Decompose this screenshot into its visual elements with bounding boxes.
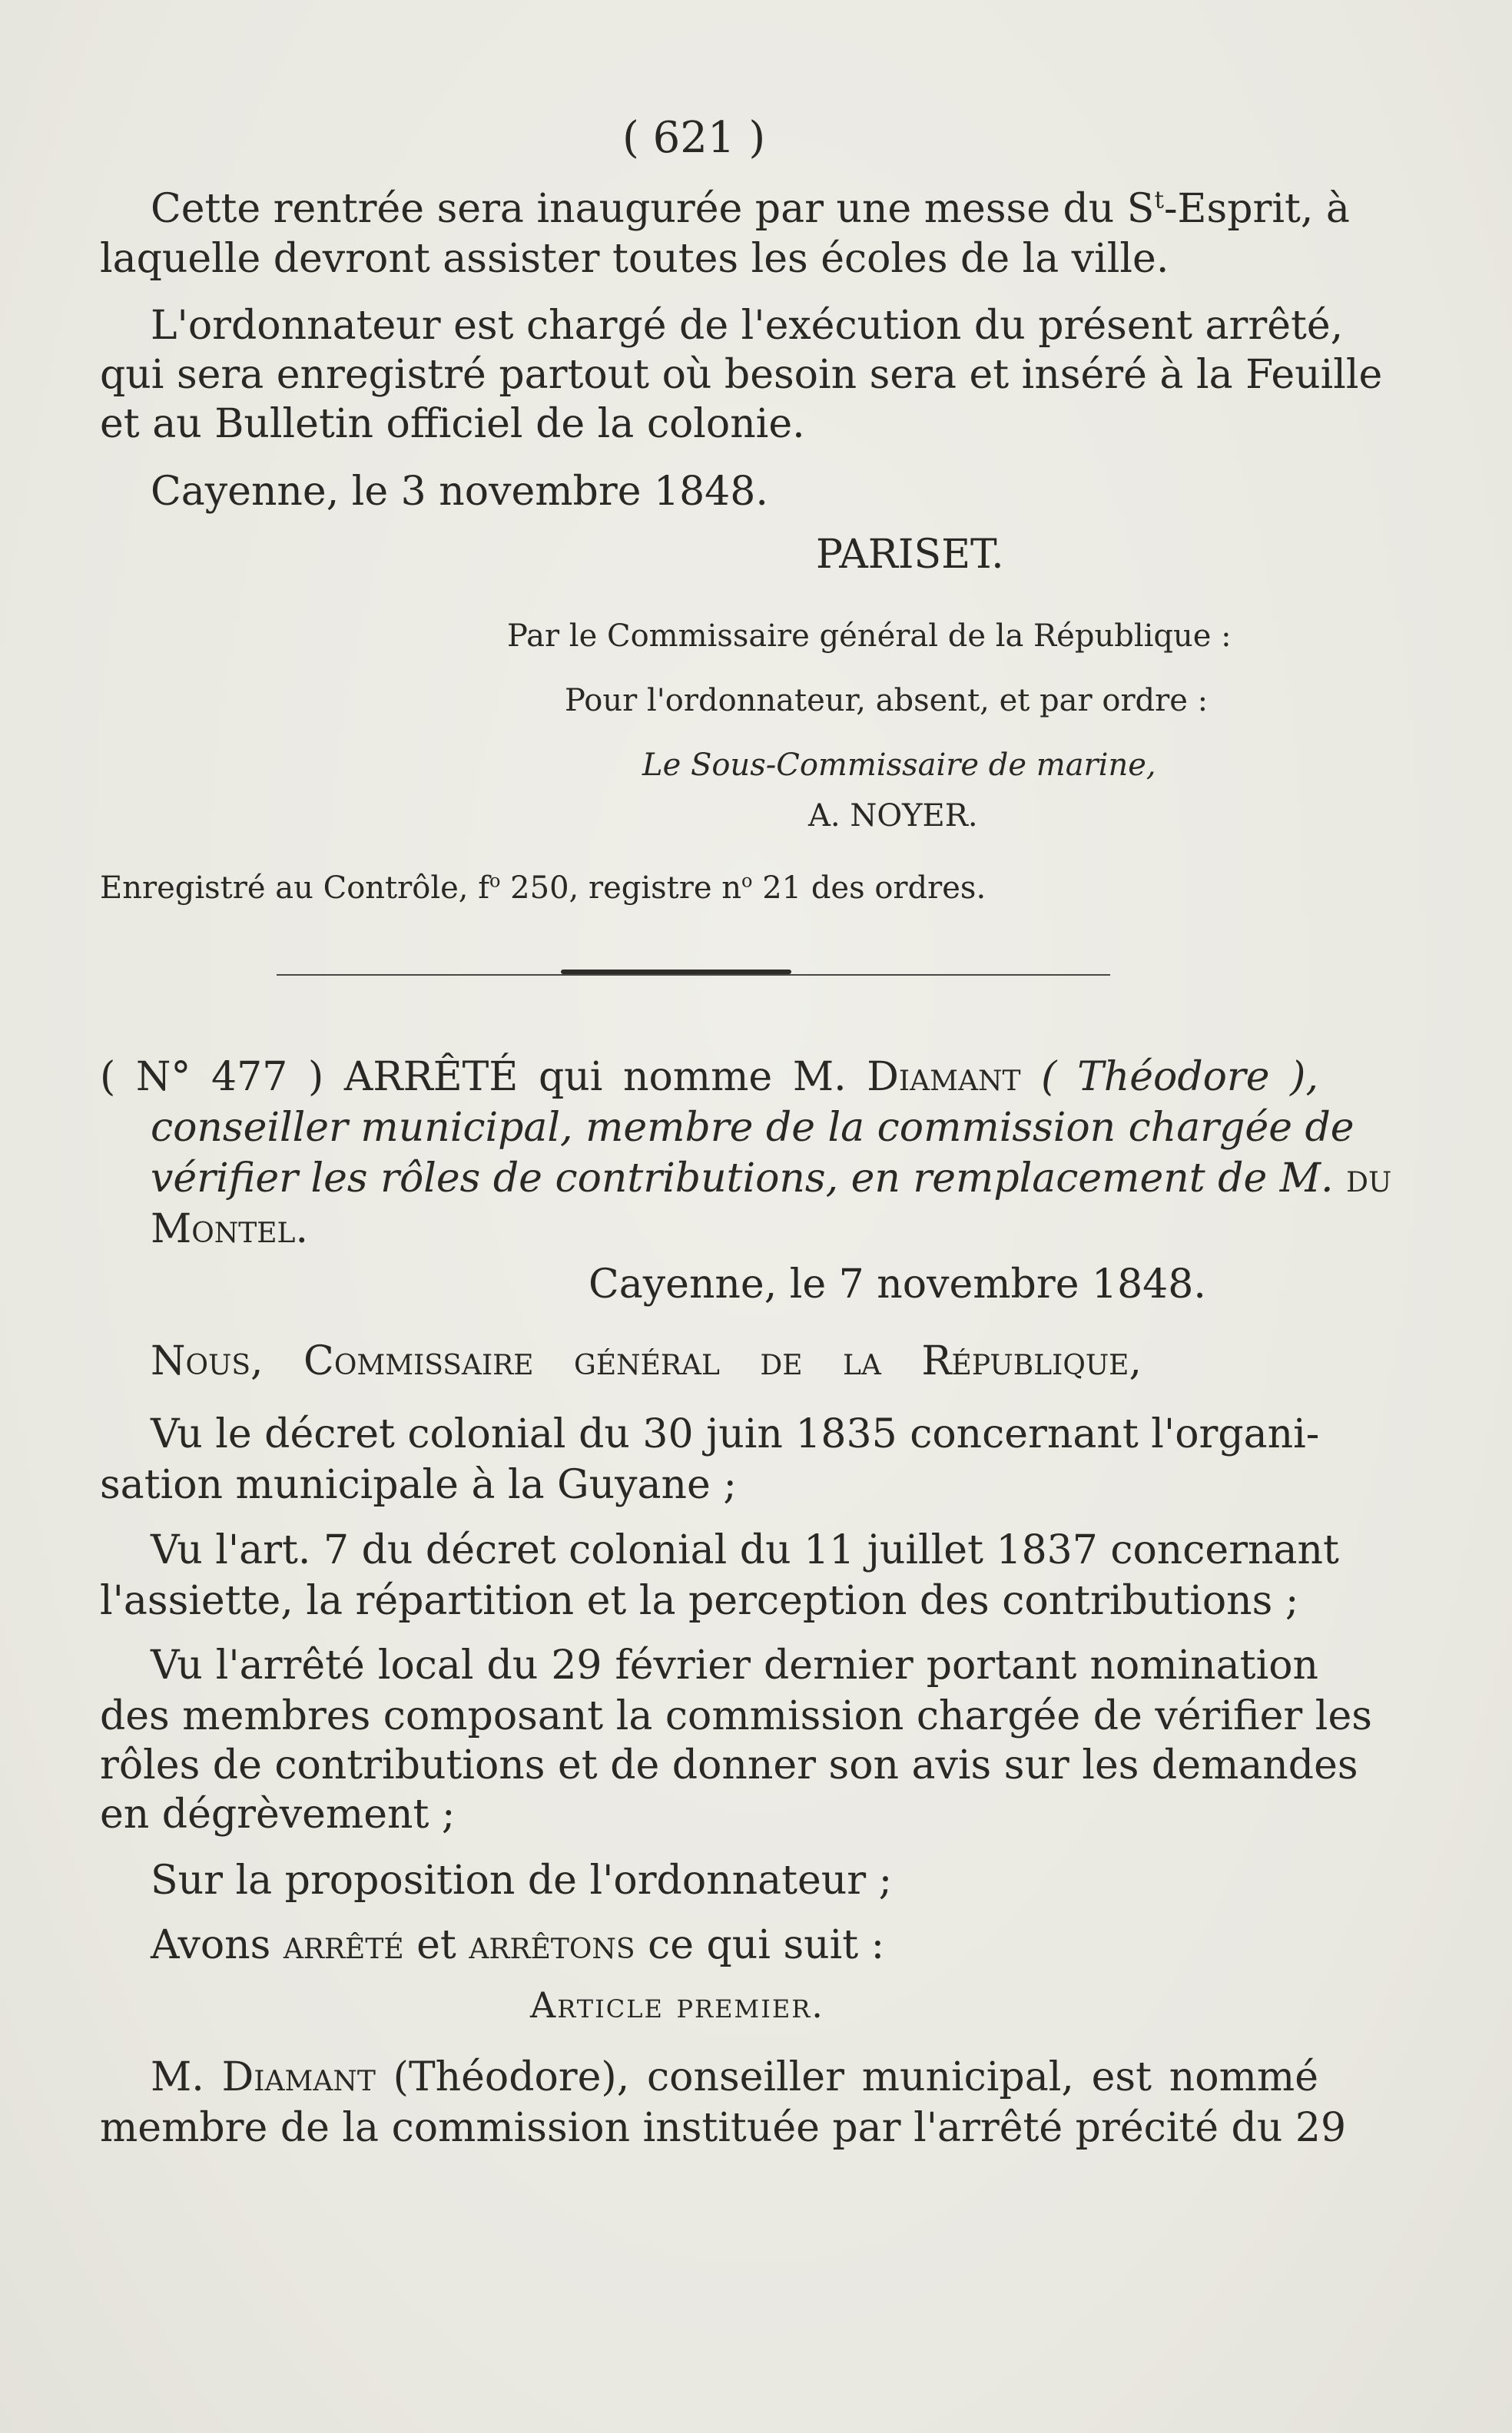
consideration-line: des membres composant la commission chargée de vérifier les [100,1693,1372,1739]
consideration-line: rôles de contributions et de donner son avis sur les demandes [100,1742,1358,1788]
signature-name: A. NOYER. [808,798,978,834]
arrete-heading: Montel. [151,1206,308,1252]
arrete-heading: vérifier les rôles de contributions, en remplacement de M. du [151,1155,1392,1202]
consideration-line: en dégrèvement ; [100,1792,456,1838]
text-line: et au Bulletin officiel de la colonie. [100,401,805,447]
text-line: qui sera enregistré partout où besoin sera et inséré à la Feuille [100,352,1383,398]
consideration-line: Vu l'arrêté local du 29 février dernier portant nomination [151,1642,1318,1689]
article-heading: Article premier. [530,1984,824,2026]
page-number: ( 621 ) [622,113,766,163]
proposition-line: Sur la proposition de l'ordonnateur ; [151,1858,893,1904]
text-line: laquelle devront assister toutes les écoles de la ville. [100,236,1169,282]
text-line: Cette rentrée sera inaugurée par une messe du $S^t$-Esprit, à [151,186,1350,232]
section-divider [277,974,1110,976]
consideration-line: sation municipale à la Guyane ; [100,1462,737,1508]
arrete-heading: ( N° 477 ) ARRÊTÉ qui nomme M. Diamant ( Théodore ), [100,1054,1319,1100]
consideration-line: Vu le décret colonial du 30 juin 1835 concernant l'organi- [151,1411,1320,1457]
article-text: membre de la commission instituée par l'arrêté précité du 29 [100,2105,1347,2151]
arrete-heading: conseiller municipal, membre de la commission chargée de [151,1105,1354,1151]
registration-line: Enregistré au Contrôle, $f^o$ 250, registre $n^o$ 21 des ordres. [100,870,986,906]
article-text: M. Diamant (Théodore), conseiller municipal, est nommé [151,2054,1318,2100]
decree-line: Avons arrêté et arrêtons ce qui suit : [151,1922,885,1968]
date-line: Cayenne, le 3 novembre 1848. [151,469,768,515]
arrete-date: Cayenne, le 7 novembre 1848. [589,1261,1206,1308]
consideration-line: l'assiette, la répartition et la perception des contributions ; [100,1578,1299,1624]
signature-title: Le Sous-Commissaire de marine, [642,747,1156,783]
text-line: L'ordonnateur est chargé de l'exécution du présent arrêté, [151,303,1344,349]
section-divider-accent [561,970,791,974]
preamble: Nous, Commissaire général de la République, [151,1338,1142,1384]
signature-line: Par le Commissaire général de la République : [507,618,1232,654]
signatory-name: PARISET. [816,532,1004,578]
consideration-line: Vu l'art. 7 du décret colonial du 11 juillet 1837 concernant [151,1527,1339,1573]
signature-line: Pour l'ordonnateur, absent, et par ordre : [565,683,1209,718]
